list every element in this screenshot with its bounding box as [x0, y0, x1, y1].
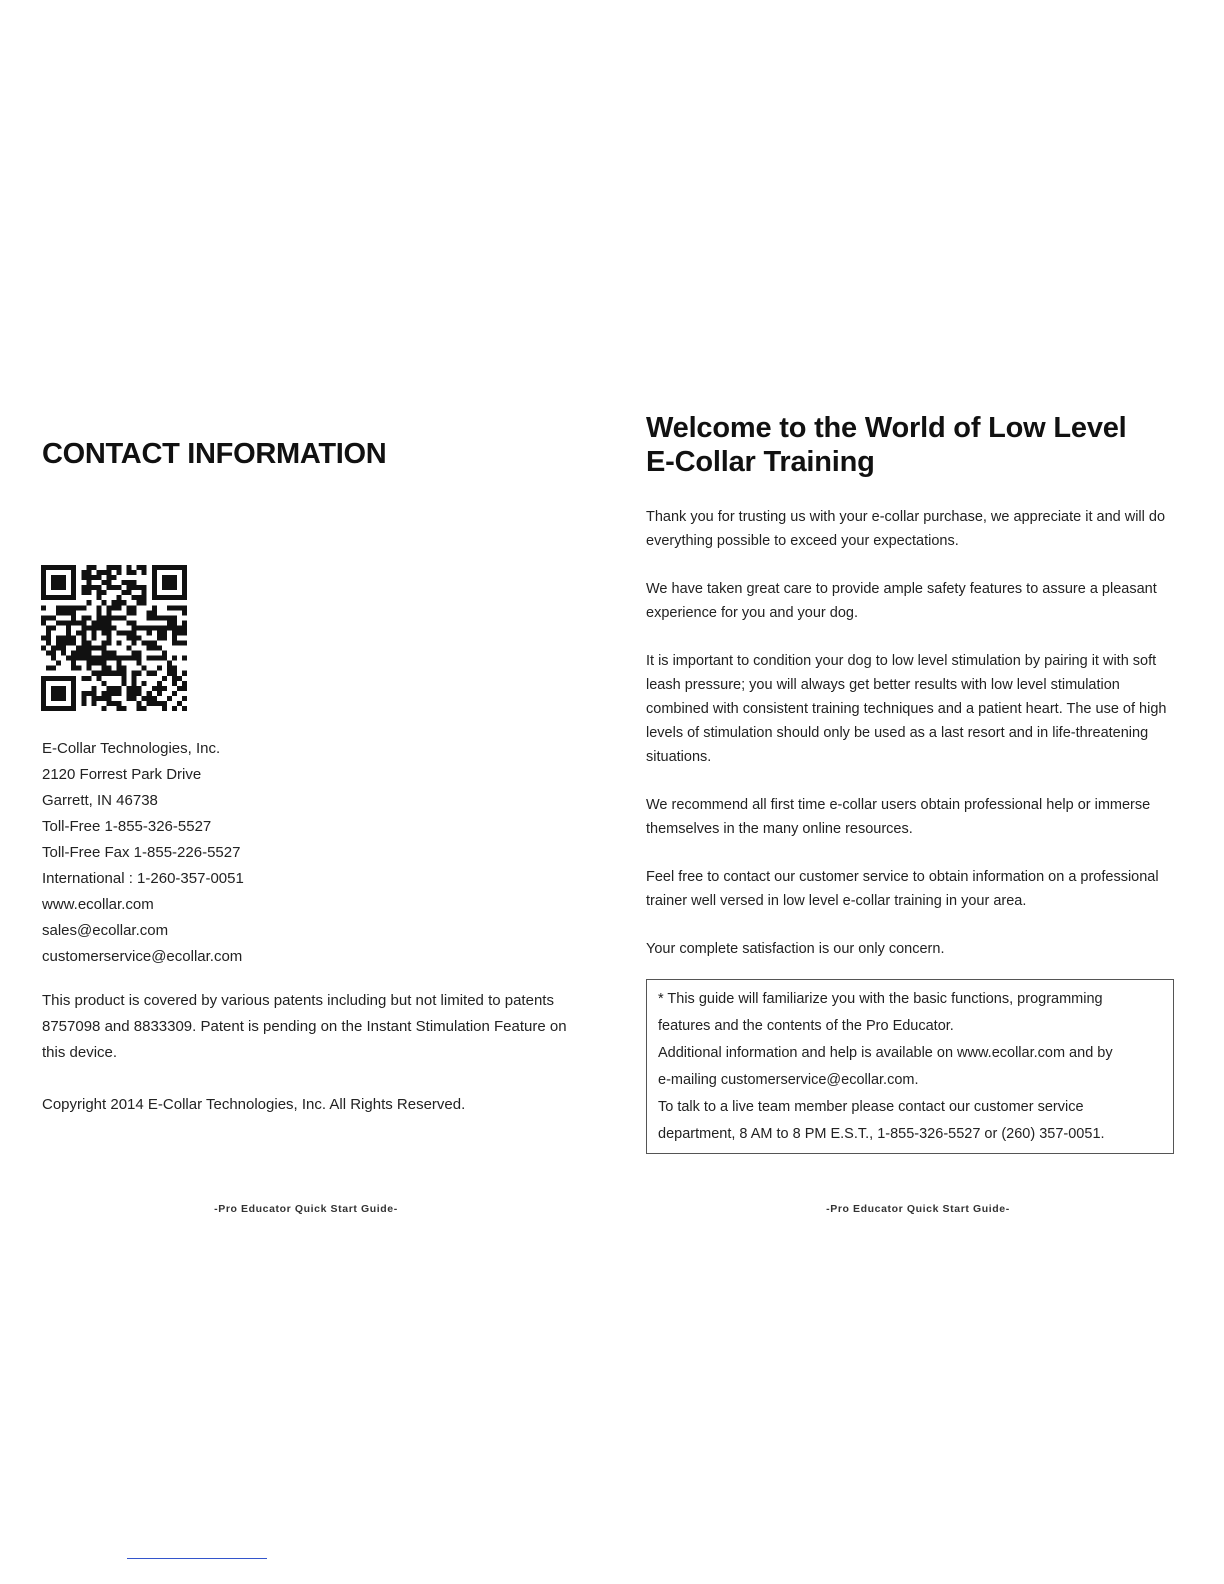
sales-email-link[interactable]: sales@ecollar.com [42, 922, 169, 939]
left-page-footer: -Pro Educator Quick Start Guide- [214, 1203, 398, 1215]
guide-note-box [646, 979, 1174, 1154]
company-name: E-Collar Technologies, Inc. [42, 740, 221, 757]
copyright-notice: Copyright 2014 E-Collar Technologies, Inc. All Rights Reserved. [42, 1096, 466, 1113]
website-link[interactable]: www.ecollar.com [42, 896, 154, 913]
address-block [42, 736, 244, 970]
link-underline[interactable] [127, 1558, 267, 1559]
toll-free-phone: Toll-Free 1-855-326-5527 [42, 818, 212, 835]
note-line: department, 8 AM to 8 PM E.S.T., 1-855-326-5527 or (260) 357-0051. [658, 1126, 1105, 1142]
city-state-zip: Garrett, IN 46738 [42, 792, 158, 809]
paragraph-recommend: We recommend all first time e-collar users obtain professional help or immerse themselves in the many online resources. [646, 797, 1151, 837]
paragraph-safety: We have taken great care to provide ample safety features to assure a pleasant experience for you and your dog. [646, 581, 1157, 621]
paragraph-conditioning: It is important to condition your dog to low level stimulation by pairing it with soft leash pressure; you will always get better results with low level stimulation combined with consistent training techniques and a patient heart. The use of high levels of stimulation should only be used as a last resort and in life-threatening situations. [646, 653, 1167, 765]
patent-notice: This product is covered by various patents including but not limited to patents 8757098 and 8833309. Patent is pending on the Instant Stimulation Feature on this device. [42, 992, 567, 1061]
welcome-title-line-1: Welcome to the World of Low Level [646, 412, 1127, 444]
welcome-title [646, 411, 1206, 479]
note-line: features and the contents of the Pro Educator. [658, 1018, 954, 1034]
note-line: To talk to a live team member please contact our customer service [658, 1099, 1084, 1115]
note-line: Additional information and help is available on www.ecollar.com and by [658, 1045, 1113, 1061]
paragraph-satisfaction: Your complete satisfaction is our only concern. [646, 941, 945, 957]
contact-title: CONTACT INFORMATION [42, 438, 387, 470]
street-address: 2120 Forrest Park Drive [42, 766, 202, 783]
note-line: * This guide will familiarize you with the basic functions, programming [658, 991, 1103, 1007]
paragraph-thanks: Thank you for trusting us with your e-collar purchase, we appreciate it and will do everything possible to exceed your expectations. [646, 509, 1166, 549]
right-page [612, 0, 1224, 1584]
paragraph-contact: Feel free to contact our customer service to obtain information on a professional trainer well versed in low level e-collar training in your area. [646, 869, 1159, 909]
international-phone: International : 1-260-357-0051 [42, 870, 244, 887]
toll-free-fax: Toll-Free Fax 1-855-226-5527 [42, 844, 241, 861]
qr-code-icon[interactable] [41, 565, 187, 711]
note-line: e-mailing customerservice@ecollar.com. [658, 1072, 919, 1088]
right-page-footer: -Pro Educator Quick Start Guide- [826, 1203, 1010, 1215]
welcome-title-line-2: E-Collar Training [646, 446, 875, 478]
customer-service-email-link[interactable]: customerservice@ecollar.com [42, 948, 243, 965]
welcome-body [646, 505, 1181, 985]
